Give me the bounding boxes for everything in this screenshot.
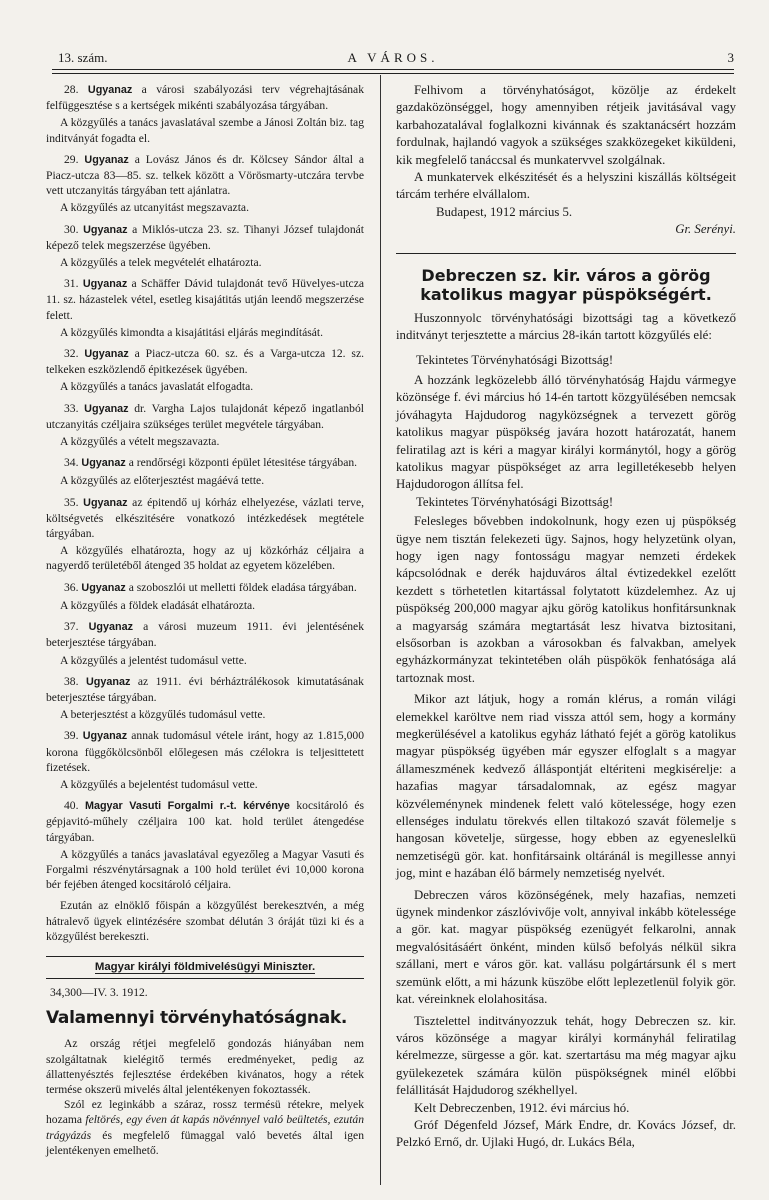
agenda-item-text: kocsitároló és gépjavitó-műhely czéljaira 100 kat. hold terület átengedése tárgyában. xyxy=(46,799,364,844)
circular-date: Budapest, 1912 március 5. xyxy=(436,204,573,219)
agenda-item-lead: Ugyanaz xyxy=(82,730,128,743)
agenda-item-resolution: A közgyűlés az előterjesztést magáévá tette. xyxy=(60,474,265,488)
agenda-item-lead: Ugyanaz xyxy=(81,581,126,594)
article-paragraph-5: Tisztelettel inditványozzuk tehát, hogy Debreczen sz. kir. város közönsége a magyar királyi kormányhál feliratilag kérelmezze, sürgesse a gör. kat. szertartásu ma még magyar ajku gyülekezetek számára külön püspökségnek minél előbbi felállitását Hajdudorog székhellyel. xyxy=(396,1013,736,1098)
agenda-item xyxy=(46,619,364,650)
agenda-item xyxy=(46,152,364,199)
agenda-item-number: 37. xyxy=(64,620,79,634)
circular-paragraph-1: Az ország rétjei megfelelő gondozás hiányában nem szolgáltatnak kielégitő termés eredményeket, pedig az állattenyésztés fejlesztése érdekében kivánatos, hogy a rétek termése okszerü mivelés által jelentékenyen fokoztassék. xyxy=(46,1037,364,1096)
agenda-item-lead: Ugyanaz xyxy=(82,278,128,291)
agenda-item-resolution: A közgyűlés kimondta a kisajátitási eljárás megindítását. xyxy=(60,325,324,339)
agenda-item xyxy=(46,401,364,432)
circular-signature: Gr. Serényi. xyxy=(675,222,736,237)
ministry-title: Magyar királyi földmivelésügyi Miniszter. xyxy=(94,960,316,973)
circular-title: Valamennyi törvényhatóságnak. xyxy=(46,1008,348,1029)
agenda-item-lead: Ugyanaz xyxy=(83,496,128,509)
agenda-list xyxy=(46,82,364,892)
agenda-item-text: a városi muzeum 1911. évi jelentésének beterjesztése tárgyában. xyxy=(46,620,365,650)
agenda-item xyxy=(46,82,364,113)
agenda-item xyxy=(46,580,364,596)
agenda-item-lead: Ugyanaz xyxy=(84,153,129,166)
article-paragraph-2: Felesleges bővebben indokolnunk, hogy ezen uj püspökség ügye nem tisztán felekezeti ügy. Sajnos, hogy helyzetünk olyan, hogy igen nagy fontosságu magyar nemzeti érdekek kápcsolódnak e derék hajduváros által évtizedekkel ezelőtt kezdett s törhetetlen kitartással folytatott küzdelemhez. Az uj püspökség 200,000 magyar ajku görög katolikus honfitársunknak a magyarság számára megtartását lesz hivatva biztositani, elsősorban is azokban a városokban és falvakban, amelyek egyházkormányzat tekintetében oláh püspökök fenhatósága alá tartoznak most. xyxy=(396,514,736,685)
agenda-item-resolution: A közgyűlés a tanács javaslatát elfogadta. xyxy=(60,380,254,394)
agenda-item-number: 36. xyxy=(64,580,79,594)
circular-paragraph-2 xyxy=(46,1097,364,1158)
agenda-item-number: 30. xyxy=(64,222,79,236)
article-signatories: Gróf Dégenfeld József, Márk Endre, dr. Kovács József, dr. Pelzkó Ernő, dr. Ujlaki Hugó, dr. Lukács Béla, xyxy=(396,1117,736,1150)
agenda-item-resolution: A közgyűlés az utcanyitást megszavazta. xyxy=(60,201,249,215)
page-number: 3 xyxy=(727,50,734,65)
circular-p2-start: Szól ez leginkább a száraz, rossz termésü rétekre, melyek hozama xyxy=(46,1098,364,1127)
agenda-item xyxy=(46,728,364,775)
agenda-item-resolution: A közgyűlés a jelentést tudomásul vette. xyxy=(60,653,247,667)
agenda-item xyxy=(46,276,364,323)
header-rule-thin xyxy=(52,73,734,74)
agenda-item-number: 29. xyxy=(64,152,79,166)
circular-costs: A munkatervek elkészitését és a helyszini kiszállás költségeit tárcám terhére elvállalom. xyxy=(396,170,736,202)
agenda-item xyxy=(46,222,364,253)
page-header xyxy=(52,50,734,68)
publication-title: A VÁROS. xyxy=(347,50,439,65)
agenda-item-text: a városi szabályozási terv végrehajtásának felfüggesztése s a kertségek mikénti szabályozása tárgyában. xyxy=(46,83,364,113)
section-divider xyxy=(396,253,736,254)
agenda-item-lead: Ugyanaz xyxy=(87,84,133,96)
issue-number: 13. szám. xyxy=(58,50,108,65)
agenda-item-lead: Ugyanaz xyxy=(88,621,133,634)
agenda-item-text: a Schäffer Dávid tulajdonát tevő Hüvelyes-utcza 11. sz. házastelek vétel, esetleg kisajátitás utján leendő megszerzése felett. xyxy=(46,277,364,322)
circular-p2-italic: feltörés, egy éven át kapás növénnyel való beültetés, ezután trágyázás xyxy=(46,1113,365,1142)
agenda-item-lead: Ugyanaz xyxy=(81,457,126,470)
agenda-item-text: a Piacz-utcza 60. sz. és a Varga-utcza 12. sz. telkeken eszközlendő épitkezések ügyében. xyxy=(46,347,364,377)
agenda-item-text: a Miklós-utcza 23. sz. Tihanyi József tulajdonát képező telek megszerzése ügyében. xyxy=(46,222,364,252)
agenda-item xyxy=(46,674,364,705)
agenda-item-lead: Ugyanaz xyxy=(85,675,131,688)
article-intro: Huszonnyolc törvényhatósági bizottsági tag a következő inditványt terjesztette a március 28-ikán tartott közgyűlés elé: xyxy=(396,310,736,343)
closing-paragraph: Ezután az elnöklő főispán a közgyűlést berekesztvén, a még hátralevő ügyek elintézésére szombat délután 3 óráját tüzi ki és a közgyűlést berekeszti. xyxy=(46,899,364,943)
agenda-item-resolution: A közgyűlés a földek eladását elhatározta. xyxy=(60,598,256,612)
agenda-item-text: a szoboszlói ut melletti földek eladása tárgyában. xyxy=(125,580,357,594)
article-paragraph-3: Mikor azt látjuk, hogy a román klérus, a román világi elemekkel karöltve nem riad vissza attól sem, hogy a kormány megkerülésével a katolikus egyház látható fejét a görög katolikus magyar püspökség ügyében már egyszer elfoglalt s a magyar állameszmének kedvező álláspontját eltériteni megkisérelje: a hazafias magyar társadalomnak, az egész magyar közvéleménynek mindenek felett való kötelessége, hogy ezen ellenséges indulatu törekvés ellen tiltakozó szavát fölemelje s hangosan követelje, sürgesse, hogy ebben az egyeneslelkü nemzetiségü gör. kat. honfitársaink oltáránál is megillesse annyi jog, mint e hazában élő bármely nemzetiség nyelvét. xyxy=(396,692,736,881)
agenda-item-number: 39. xyxy=(64,729,79,743)
article-date: Kelt Debreczenben, 1912. évi március hó. xyxy=(414,1100,630,1115)
agenda-item-number: 32. xyxy=(64,347,79,361)
agenda-item-resolution: A beterjesztést a közgyűlés tudomásul vette. xyxy=(60,708,266,722)
agenda-item-resolution: A közgyűlés a tanács javaslatával szembe a Jánosi Zoltán biz. tag inditványát fogadta el. xyxy=(46,116,364,145)
right-column xyxy=(396,82,736,1152)
agenda-item-lead: Ugyanaz xyxy=(84,348,129,361)
ministry-box xyxy=(46,956,364,979)
salutation-1: Tekintetes Törvényhatósági Bizottság! xyxy=(416,353,614,368)
reference-number: 34,300—IV. 3. 1912. xyxy=(50,986,148,1000)
agenda-item xyxy=(46,798,364,845)
agenda-item-resolution: A közgyűlés a tanács javaslatával egyezőleg a Magyar Vasuti és Forgalmi részvénytársagnak a 100 hold terület évi 10,000 korona bér fejében átenged kocsitároló céljaira. xyxy=(46,847,364,892)
agenda-item-resolution: A közgyűlés a bejelentést tudomásul vette. xyxy=(60,777,258,791)
column-divider xyxy=(380,75,381,1185)
agenda-item xyxy=(46,346,364,377)
agenda-item-text: dr. Vargha Lajos tulajdonát képező ingatlanból utczanyitás czéljaira szükséges terület megvétele tárgyában. xyxy=(46,401,364,431)
agenda-item-number: 34. xyxy=(64,456,79,470)
agenda-item-number: 28. xyxy=(64,83,79,96)
agenda-item-lead: Ugyanaz xyxy=(84,402,129,415)
circular-p2-end: és megfelelő fümaggal való bevetés által igen jelentékenyen emelhető. xyxy=(46,1128,364,1157)
agenda-item-text: az épitendő uj kórház elhelyezése, vázlati terve, költségvetés elkészitésére vonatkozó intézkedések megtétele tárgyában. xyxy=(46,495,364,541)
agenda-item-number: 40. xyxy=(64,799,79,813)
article-paragraph-4: Debreczen város közönségének, mely hazafias, nemzeti ügynek mindenkor zászlóvivője volt, annyival inkább kötelessége a gör. kat. magyar püspökség ezenügyét felkarolni, annak megvalósitásáért önként, minden külső befolyás nélkül sikra szállani, mert e város gör. kat. vallásu polgártársunk él s mert szemünk előtt, a mi házunk küszöbe előtt leplezetlenül folyik gör. kat. véreinknek elolahositása. xyxy=(396,887,736,1007)
agenda-item-number: 33. xyxy=(64,401,79,415)
agenda-item-number: 38. xyxy=(64,674,79,688)
agenda-item-lead: Ugyanaz xyxy=(83,223,128,236)
agenda-item-text: annak tudomásul vétele iránt, hogy az 1.815,000 korona függőkölcsönből előlegesen más czélokra is teljesittetett fizetések. xyxy=(46,729,365,774)
left-column xyxy=(46,82,364,1158)
agenda-item-text: a rendőrségi központi épület létesitése tárgyában. xyxy=(125,456,358,470)
agenda-item xyxy=(46,455,364,471)
article-title: Debreczen sz. kir. város a görög katolikus magyar püspökségért. xyxy=(420,265,712,304)
agenda-item-text: az 1911. évi bérháztrálékosok kimutatásának beterjesztése tárgyában. xyxy=(46,674,364,704)
circular-continuation: Felhivom a törvényhatóságot, közölje az érdekelt gazdaközönséggel, hogy amennyiben rétjeik javitásával vagy karbahozatalával foglalkozni kivánnak és szaktanácsért hozzám fordulnak, hajlandó vagyok a szükséges szakközegeket kiküldeni, kik megfelelő tanáccsal és munkatervvel szolgálnak. xyxy=(396,83,736,167)
agenda-item xyxy=(46,495,364,542)
agenda-item-resolution: A közgyűlés elhatározta, hogy az uj közkórház céljaira a nagyerdő területéből átenged 35 holdat az egyetem közelében. xyxy=(46,544,364,573)
agenda-item-number: 31. xyxy=(64,277,79,291)
agenda-item-resolution: A közgyűlés a telek megvételét elhatározta. xyxy=(60,256,262,270)
agenda-item-resolution: A közgyűlés a vételt megszavazta. xyxy=(60,435,220,449)
salutation-2: Tekintetes Törvényhatósági Bizottság! xyxy=(416,494,614,509)
header-rule xyxy=(52,69,734,70)
agenda-item-text: a Lovász János és dr. Kölcsey Sándor által a Piacz-utcza 83—85. sz. telkek között a Vörösmarty-utczára tervbe vett utczanyitás tárgyában tett ajánlatra. xyxy=(46,152,364,198)
agenda-item-number: 35. xyxy=(64,495,79,509)
article-paragraph-1: A hozzánk legközelebb álló törvényhatóság Hajdu vármegye közönsége f. évi március hó 14-én tartott közgyülésében nemcsak jóváhagyta Hajdudorog nagyközségnek a tervezett görög katolikus magyar püspökség javára hozott határozatát, hanem feliratilag azt is kéri a magyar királyi kormánytól, hogy a görög katolikus magyar püspökséget az arra legilletékesebb helyen Hajdudorogon állítsa fel. xyxy=(396,372,736,492)
agenda-item-lead: Magyar Vasuti Forgalmi r.-t. kérvénye xyxy=(84,800,290,813)
